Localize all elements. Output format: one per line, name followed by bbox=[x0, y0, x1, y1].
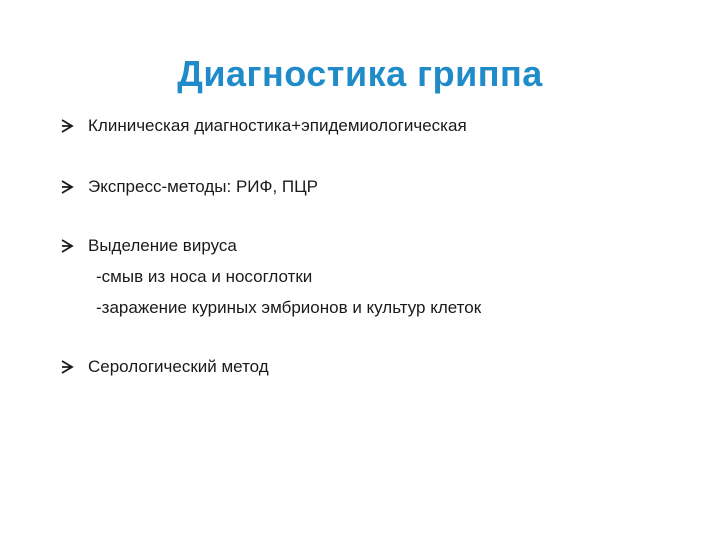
arrow-bullet-icon bbox=[60, 179, 74, 195]
arrow-bullet-icon bbox=[60, 118, 74, 134]
bullet-item bbox=[60, 115, 467, 137]
bullet-text: Серологический метод bbox=[88, 357, 269, 376]
bullet-item bbox=[60, 356, 269, 378]
slide-title: Диагностика гриппа bbox=[177, 53, 543, 94]
sub-item: -смыв из носа и носоглотки bbox=[96, 267, 313, 286]
sub-item: -заражение куриных эмбрионов и культур клеток bbox=[96, 298, 482, 317]
bullet-text: Выделение вируса bbox=[88, 236, 237, 255]
bullet-item bbox=[60, 176, 318, 198]
arrow-bullet-icon bbox=[60, 359, 74, 375]
bullet-text: Клиническая диагностика+эпидемиологическая bbox=[88, 116, 467, 135]
arrow-bullet-icon bbox=[60, 238, 74, 254]
bullet-item bbox=[60, 235, 237, 257]
bullet-text: Экспресс-методы: РИФ, ПЦР bbox=[88, 177, 319, 196]
